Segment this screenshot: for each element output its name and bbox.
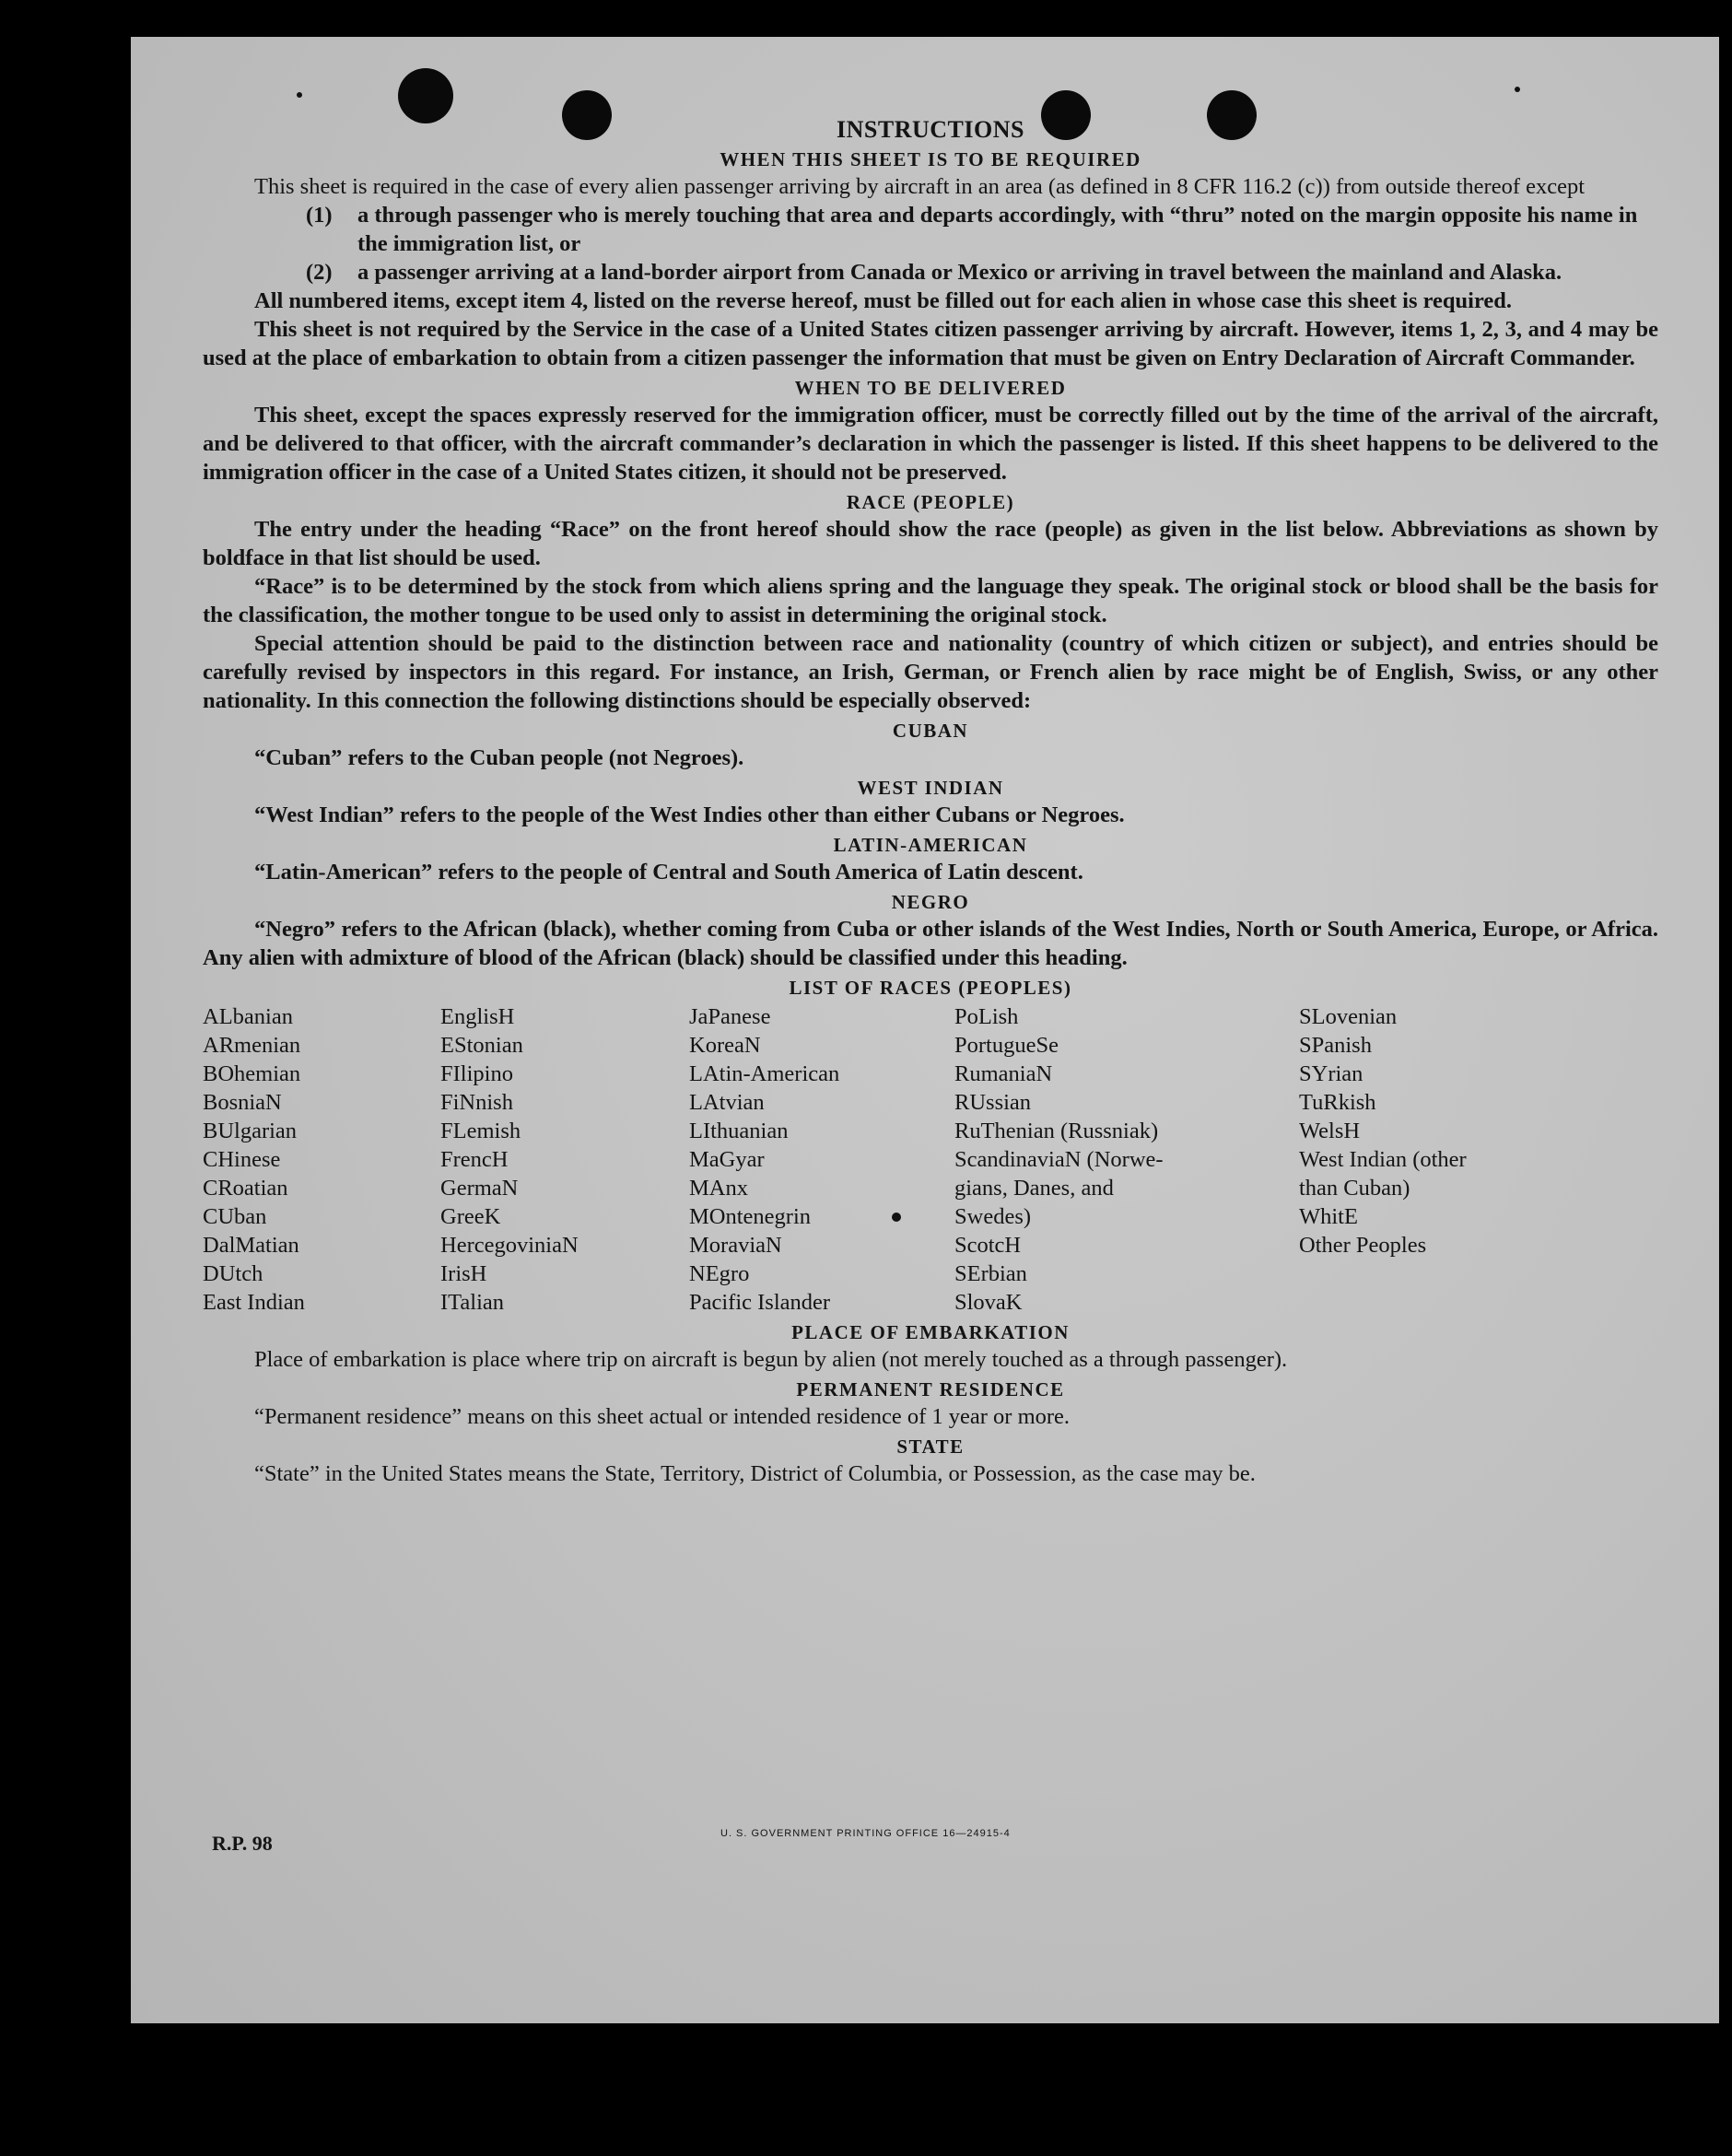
race-entry: SlovaK: [954, 1290, 1023, 1315]
race-entry: BUlgarian: [203, 1119, 298, 1143]
race-column-5: [1299, 1002, 1566, 1317]
embarkation-text: Place of embarkation is place where trip on aircraft is begun by alien (not merely touched as a through passenger).: [254, 1347, 1288, 1372]
speck-mark: [297, 92, 302, 98]
race-entry: WelsH: [1299, 1119, 1361, 1143]
section-heading-cuban: CUBAN: [892, 720, 969, 742]
race-entry: BosniaN: [203, 1090, 282, 1115]
race-entry: RuThenian (Russniak): [954, 1119, 1159, 1143]
speck-mark: [1515, 87, 1520, 92]
delivered-paragraph: This sheet, except the spaces expressly reserved for the immigration officer, must be correctly filled out by the time of the arrival of the aircraft, and be delivered to that officer, with the aircraft commander’s declaration in which the passenger is listed. If this sheet happens to be delivered to the immigration officer in the case of a United States citizen, it should not be preserved.: [203, 403, 1658, 485]
race-entry: EStonian: [440, 1033, 523, 1058]
race-entry: DUtch: [203, 1261, 263, 1286]
race-entry: SYrian: [1299, 1061, 1363, 1086]
item-number: (2): [306, 260, 333, 285]
section-heading-residence: PERMANENT RESIDENCE: [796, 1378, 1065, 1400]
race-entry: RumaniaN: [954, 1061, 1053, 1086]
race-entry: WhitE: [1299, 1204, 1358, 1229]
race-entry: DalMatian: [203, 1233, 299, 1258]
instructions-content: [203, 116, 1658, 1488]
race-entry: TuRkish: [1299, 1090, 1376, 1115]
race-list: [203, 1002, 1658, 1317]
section-heading-latin-american: LATIN-AMERICAN: [833, 834, 1028, 856]
section-heading-delivered: WHEN TO BE DELIVERED: [794, 377, 1067, 399]
item-text: a passenger arriving at a land-border airport from Canada or Mexico or arriving in travel between the mainland and Alaska.: [357, 260, 1562, 285]
race-entry: SErbian: [954, 1261, 1027, 1286]
race-entry: Other Peoples: [1299, 1233, 1427, 1258]
race-entry: NEgro: [689, 1261, 750, 1286]
printer-imprint: U. S. GOVERNMENT PRINTING OFFICE 16—24915-4: [720, 1828, 1011, 1839]
race-entry: ITalian: [440, 1290, 505, 1315]
page-title: INSTRUCTIONS: [837, 116, 1024, 143]
latin-american-text: “Latin-American” refers to the people of Central and South America of Latin descent.: [254, 860, 1083, 885]
race-entry: ALbanian: [203, 1004, 293, 1029]
state-text: “State” in the United States means the State, Territory, District of Columbia, or Possession, as the case may be.: [254, 1461, 1256, 1486]
race-entry: West Indian (other: [1299, 1147, 1467, 1172]
race-entry: FIlipino: [440, 1061, 513, 1086]
race-entry: CHinese: [203, 1147, 281, 1172]
race-entry: PoLish: [954, 1004, 1019, 1029]
race-entry: JaPanese: [689, 1004, 771, 1029]
race-paragraph-2: “Race” is to be determined by the stock from which aliens spring and the language they speak. The original stock or blood shall be the basis for the classification, the mother tongue to be used only to assist in determining the original stock.: [203, 574, 1658, 627]
race-entry: East Indian: [203, 1290, 305, 1315]
race-entry: ARmenian: [203, 1033, 301, 1058]
race-entry: SPanish: [1299, 1033, 1372, 1058]
section-heading-west-indian: WEST INDIAN: [857, 777, 1004, 799]
section-heading-negro: NEGRO: [891, 891, 970, 913]
race-column-2: [440, 1002, 689, 1317]
race-column-1: [203, 1002, 440, 1317]
exception-item-2: [306, 258, 1658, 287]
document-sheet: [131, 37, 1719, 2023]
cuban-text: “Cuban” refers to the Cuban people (not Negroes).: [254, 745, 744, 770]
race-entry: than Cuban): [1299, 1176, 1410, 1201]
form-code: R.P. 98: [212, 1832, 273, 1855]
race-entry: KoreaN: [689, 1033, 761, 1058]
race-entry: LAtin-American: [689, 1061, 840, 1086]
race-entry: FiNnish: [440, 1090, 513, 1115]
race-paragraph-1: The entry under the heading “Race” on the front hereof should show the race (people) as given in the list below. Abbreviations as shown by boldface in that list should be used.: [203, 517, 1658, 570]
race-entry: IrisH: [440, 1261, 487, 1286]
race-entry: Pacific Islander: [689, 1290, 831, 1315]
punch-hole: [398, 68, 453, 123]
race-entry: LAtvian: [689, 1090, 765, 1115]
race-entry: ScandinaviaN (Norwe-: [954, 1147, 1164, 1172]
race-entry: ScotcH: [954, 1233, 1022, 1258]
race-entry: CUban: [203, 1204, 267, 1229]
section-heading-race: RACE (PEOPLE): [846, 491, 1015, 513]
item-number: (1): [306, 203, 333, 228]
race-entry: MOntenegrin: [689, 1204, 811, 1229]
race-entry: LIthuanian: [689, 1119, 789, 1143]
section-heading-race-list: LIST OF RACES (PEOPLES): [789, 977, 1072, 999]
exception-item-1: [306, 201, 1658, 258]
race-entry: MoraviaN: [689, 1233, 782, 1258]
section-heading-required: WHEN THIS SHEET IS TO BE REQUIRED: [720, 148, 1141, 170]
race-entry: CRoatian: [203, 1176, 288, 1201]
negro-text: “Negro” refers to the African (black), whether coming from Cuba or other islands of the West Indies, North or South America, Europe, or Africa. Any alien with admixture of blood of the African (black) should be classified under this heading.: [203, 917, 1658, 970]
race-paragraph-3: Special attention should be paid to the distinction between race and nationality (country of which citizen or subject), and entries should be carefully revised by inspectors in this regard. For instance, an Irish, German, or French alien by race might be of English, Swiss, or any other nationality. In this connection the following distinctions should be especially observed:: [203, 631, 1658, 713]
item-text: a through passenger who is merely touching that area and departs accordingly, with “thru” noted on the margin opposite his name in the immigration list, or: [357, 203, 1638, 256]
race-column-4: [954, 1002, 1299, 1317]
race-entry: BOhemian: [203, 1061, 301, 1086]
race-entry: PortugueSe: [954, 1033, 1059, 1058]
race-entry: EnglisH: [440, 1004, 515, 1029]
race-entry: FLemish: [440, 1119, 521, 1143]
section-heading-state: STATE: [896, 1435, 965, 1458]
west-indian-text: “West Indian” refers to the people of the West Indies other than either Cubans or Negroes.: [254, 803, 1125, 827]
race-entry: RUssian: [954, 1090, 1032, 1115]
required-intro: This sheet is required in the case of every alien passenger arriving by aircraft in an area (as defined in 8 CFR 116.2 (c)) from outside thereof except: [254, 174, 1586, 199]
race-column-3: [689, 1002, 954, 1317]
race-entry: FrencH: [440, 1147, 509, 1172]
required-paragraph-2: All numbered items, except item 4, listed on the reverse hereof, must be filled out for each alien in whose case this sheet is required.: [254, 288, 1513, 313]
section-heading-embarkation: PLACE OF EMBARKATION: [791, 1321, 1070, 1343]
race-entry: GreeK: [440, 1204, 501, 1229]
race-entry: Swedes): [954, 1204, 1032, 1229]
required-paragraph-3: This sheet is not required by the Service in the case of a United States citizen passenger arriving by aircraft. However, items 1, 2, 3, and 4 may be used at the place of embarkation to obtain from a citizen passenger the information that must be given on Entry Declaration of Aircraft Commander.: [203, 317, 1658, 370]
race-entry: SLovenian: [1299, 1004, 1398, 1029]
residence-text: “Permanent residence” means on this sheet actual or intended residence of 1 year or more.: [254, 1404, 1071, 1429]
race-entry: HercegoviniaN: [440, 1233, 579, 1258]
race-entry: MAnx: [689, 1176, 748, 1201]
race-entry: gians, Danes, and: [954, 1176, 1114, 1201]
race-entry: MaGyar: [689, 1147, 765, 1172]
race-entry: GermaN: [440, 1176, 519, 1201]
